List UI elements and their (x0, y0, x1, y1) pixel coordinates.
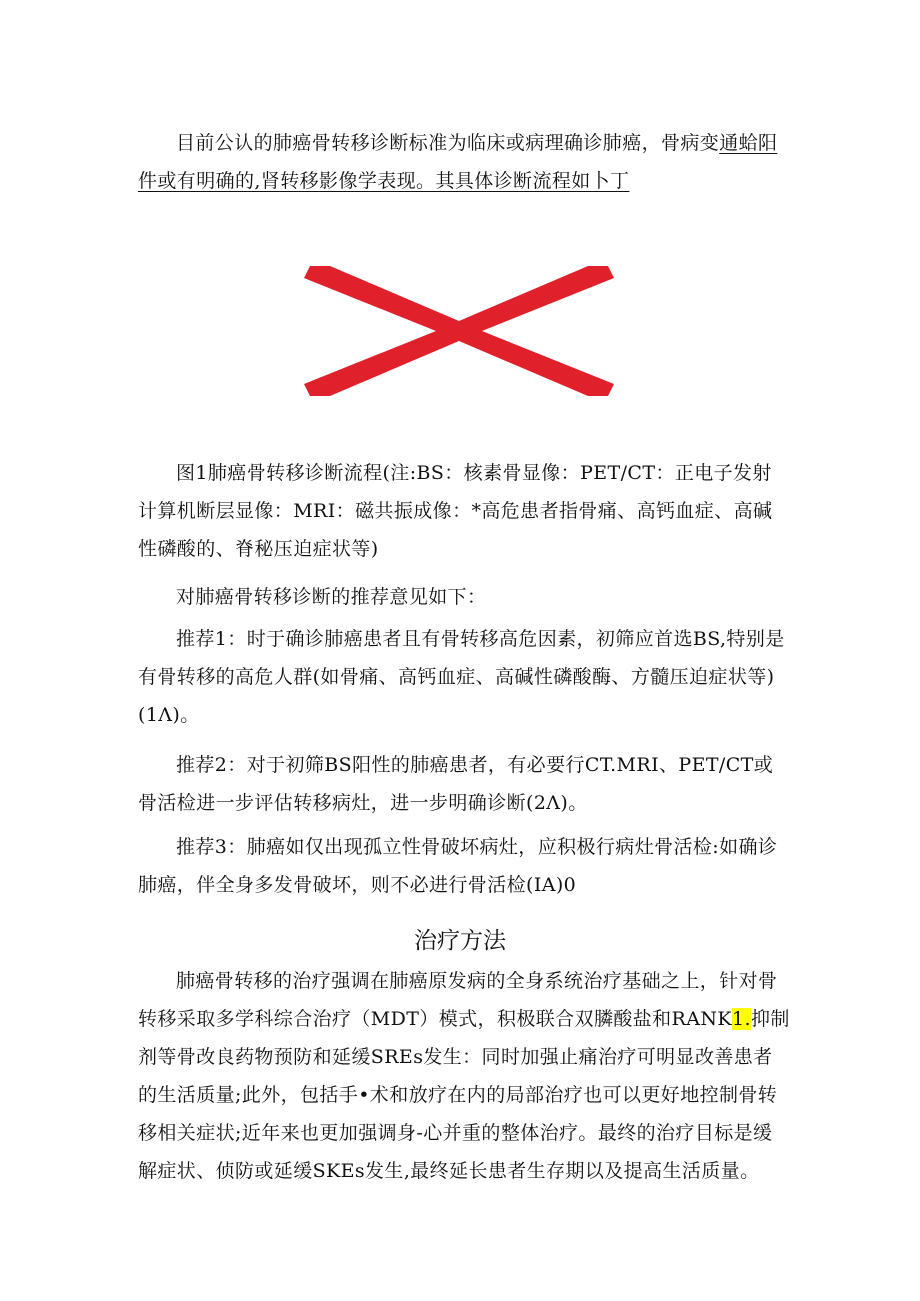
highlighted-text: 1. (732, 1008, 751, 1030)
treatment-text-continued: 抑制剂等骨改良药物预防和延缓SREs发生：同时加强止痛治疗可明显改善患者的生活质量;此外，包括手•术和放疗在内的局部治疗也可以更好地控制骨转移相关症状;近年来也更加强调身-心并重的整体治疗。最终的治疗目标是缓解症状、侦防或延缓SKEs发生,最终延长患者生存期以及提高生活质量。 (138, 1008, 790, 1182)
recommendation-3: 推荐3：肺癌如仅出现孤立性骨破坏病灶，应积极行病灶骨活检:如确诊肺癌，伴全身多发骨破坏，则不必进行骨活检(IA)0 (138, 836, 778, 896)
recommend-intro: 对肺癌骨转移诊断的推荐意见如下： (176, 586, 487, 608)
intro-paragraph (138, 124, 790, 200)
treatment-text: 肺癌骨转移的治疗强调在肺癌原发病的全身系统治疗基础之上，针对骨转移采取多学科综合治疗（MDT）模式，积极联合双膦酸盐和RANK (138, 970, 778, 1030)
recommendation-1: 推荐1：时于确诊肺癌患者且有骨转移高危因素，初筛应首选BS,特别是有骨转移的高危人群(如骨痛、高钙血症、高碱性磷酸酶、方髓压迫症状等)(1Λ)。 (138, 628, 785, 726)
broken-image-cross-icon (304, 266, 614, 396)
intro-underlined-text: 通蛤阳件或有明确的,肾转移影像学表现。其具体诊断流程如卜丁 (138, 132, 778, 192)
recommendation-2: 推荐2：对于初筛BS阳性的肺癌患者，有必要行CT.MRI、PET/CT或骨活检进一步评估转移病灶，进一步明确诊断(2Λ)。 (138, 754, 774, 814)
section-heading: 治疗方法 (414, 928, 506, 954)
figure-caption: 图1肺癌骨转移诊断流程(注:BS：核素骨显像：PET/CT：正电子发射计算机断层显像：MRI：磁共振成像：*高危患者指骨痛、高钙血症、高碱性磷酸的、脊秘压迫症状等) (138, 462, 773, 560)
intro-text: 目前公认的肺癌骨转移诊断标准为临床或病理确诊肺癌，骨病变 (176, 132, 720, 154)
treatment-paragraph (138, 962, 790, 1190)
